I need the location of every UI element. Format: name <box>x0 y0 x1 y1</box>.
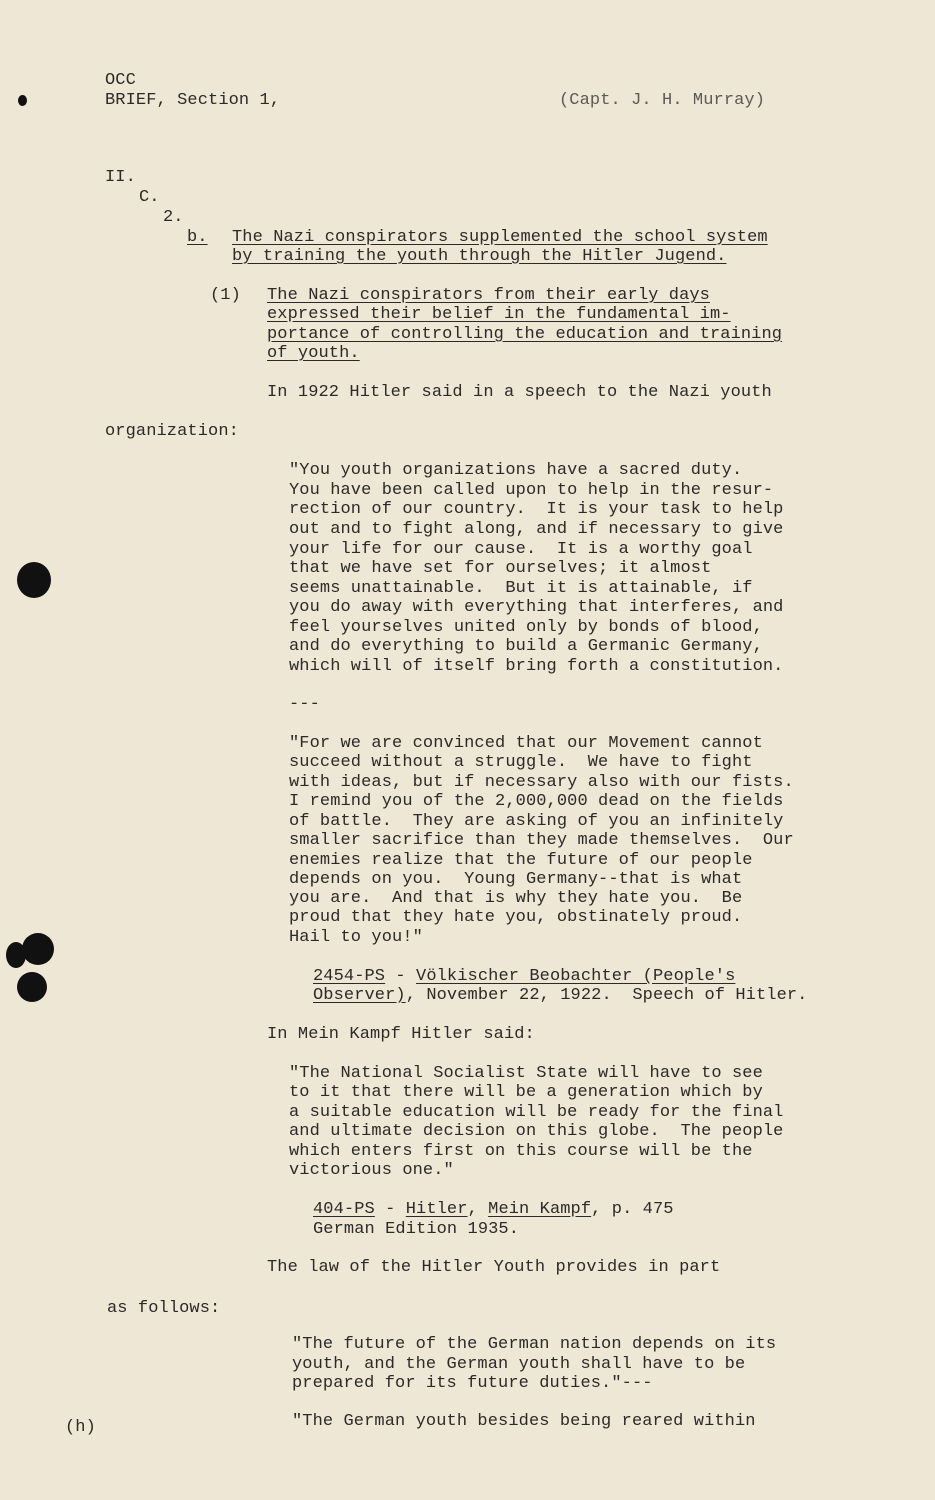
citation-1-line-2 <box>313 986 807 1006</box>
item-1-line-3: portance of controlling the education and training <box>267 325 783 344</box>
mein-kampf-line-4: and ultimate decision on this globe. The people <box>289 1122 784 1141</box>
outline-level-3: 2. <box>163 208 184 227</box>
header-brief: BRIEF, Section 1, <box>105 91 281 110</box>
law-line-1: The law of the Hitler Youth provides in part <box>267 1258 721 1277</box>
citation-2-line-2: German Edition 1935. <box>313 1220 520 1239</box>
citation-2-title: Mein Kampf <box>488 1200 592 1219</box>
binder-mark <box>18 95 27 106</box>
quote-2-line-2: succeed without a struggle. We have to fight <box>289 753 753 772</box>
punch-hole-top <box>17 562 51 598</box>
mein-kampf-line-1: "The National Socialist State will have to see <box>289 1064 763 1083</box>
quote-2-line-3: with ideas, but if necessary also with our fists. <box>289 773 794 792</box>
item-1-line-4: of youth. <box>267 344 360 363</box>
law-quote-line-3: prepared for its future duties."--- <box>292 1374 653 1393</box>
quote-1-line-7: seems unattainable. But it is attainable, if <box>289 579 753 598</box>
outline-level-2: C. <box>139 188 160 207</box>
law-quote-line-1: "The future of the German nation depends on its <box>292 1335 777 1354</box>
quote-1-line-4: out and to fight along, and if necessary to give <box>289 520 784 539</box>
mein-kampf-line-6: victorious one." <box>289 1161 454 1180</box>
citation-1-rest: , November 22, 1922. Speech of Hitler. <box>405 986 808 1005</box>
header-occ: OCC <box>105 71 136 90</box>
page-mark: (h) <box>65 1418 96 1437</box>
quote-2-line-1: "For we are convinced that our Movement cannot <box>289 734 763 753</box>
citation-2-comma: , <box>467 1200 489 1219</box>
quote-1-line-1: "You youth organizations have a sacred duty. <box>289 461 743 480</box>
law-last-line: "The German youth besides being reared within <box>292 1412 756 1431</box>
item-1-label: (1) <box>210 286 241 305</box>
intro-line-2: organization: <box>105 422 239 441</box>
quote-1-line-6: that we have set for ourselves; it almost <box>289 559 712 578</box>
citation-1-doc: 2454-PS <box>313 967 386 986</box>
quote-2-line-11: Hail to you!" <box>289 928 423 947</box>
citation-2-doc: 404-PS <box>313 1200 375 1219</box>
punch-hole-bottom <box>17 972 47 1002</box>
intro-line-1: In 1922 Hitler said in a speech to the Nazi youth <box>267 383 772 402</box>
outline-level-1: II. <box>105 168 136 187</box>
mein-kampf-line-2: to it that there will be a generation which by <box>289 1083 763 1102</box>
b-label: b. <box>187 228 208 247</box>
quote-1-line-9: feel yourselves united only by bonds of blood, <box>289 618 763 637</box>
quote-2-line-8: depends on you. Young Germany--that is what <box>289 870 743 889</box>
mein-kampf-line-3: a suitable education will be ready for the final <box>289 1103 784 1122</box>
b-heading-line-2: by training the youth through the Hitler Jugend. <box>232 247 727 266</box>
citation-1-sep: - <box>385 967 417 986</box>
item-1-line-1: The Nazi conspirators from their early days <box>267 286 710 305</box>
mein-kampf-intro: In Mein Kampf Hitler said: <box>267 1025 535 1044</box>
quote-separator: --- <box>289 695 320 714</box>
citation-2-line-1 <box>313 1200 674 1220</box>
citation-2-page: , p. 475 <box>591 1200 674 1219</box>
punch-hole-middle <box>22 933 54 965</box>
citation-2-sep: - <box>374 1200 406 1219</box>
quote-1-line-5: your life for our cause. It is a worthy goal <box>289 540 753 559</box>
quote-1-line-3: rection of our country. It is your task to help <box>289 500 784 519</box>
quote-1-line-8: you do away with everything that interferes, and <box>289 598 784 617</box>
quote-2-line-9: you are. And that is why they hate you. Be <box>289 889 743 908</box>
quote-2-line-5: of battle. They are asking of you an infinitely <box>289 812 784 831</box>
citation-1-title-2: Observer) <box>313 986 406 1005</box>
quote-1-line-2: You have been called upon to help in the resur- <box>289 481 774 500</box>
quote-2-line-7: enemies realize that the future of our people <box>289 851 753 870</box>
citation-1-title-1: Völkischer Beobachter (People's <box>416 967 736 986</box>
quote-2-line-6: smaller sacrifice than they made themselves. Our <box>289 831 794 850</box>
citation-2-author: Hitler <box>405 1200 468 1219</box>
quote-2-line-10: proud that they hate you, obstinately proud. <box>289 908 743 927</box>
quote-2-line-4: I remind you of the 2,000,000 dead on the fields <box>289 792 784 811</box>
law-line-2: as follows: <box>107 1299 221 1318</box>
item-1-line-2: expressed their belief in the fundamental im- <box>267 305 731 324</box>
header-author: (Capt. J. H. Murray) <box>559 91 766 110</box>
mein-kampf-line-5: which enters first on this course will be the <box>289 1142 753 1161</box>
citation-1-line-1 <box>313 967 735 987</box>
b-heading-line-1: The Nazi conspirators supplemented the school system <box>232 228 768 247</box>
law-quote-line-2: youth, and the German youth shall have to be <box>292 1355 746 1374</box>
quote-1-line-11: which will of itself bring forth a constitution. <box>289 657 784 676</box>
punch-hole-bottom-extra <box>6 942 26 968</box>
quote-1-line-10: and do everything to build a Germanic Germany, <box>289 637 763 656</box>
